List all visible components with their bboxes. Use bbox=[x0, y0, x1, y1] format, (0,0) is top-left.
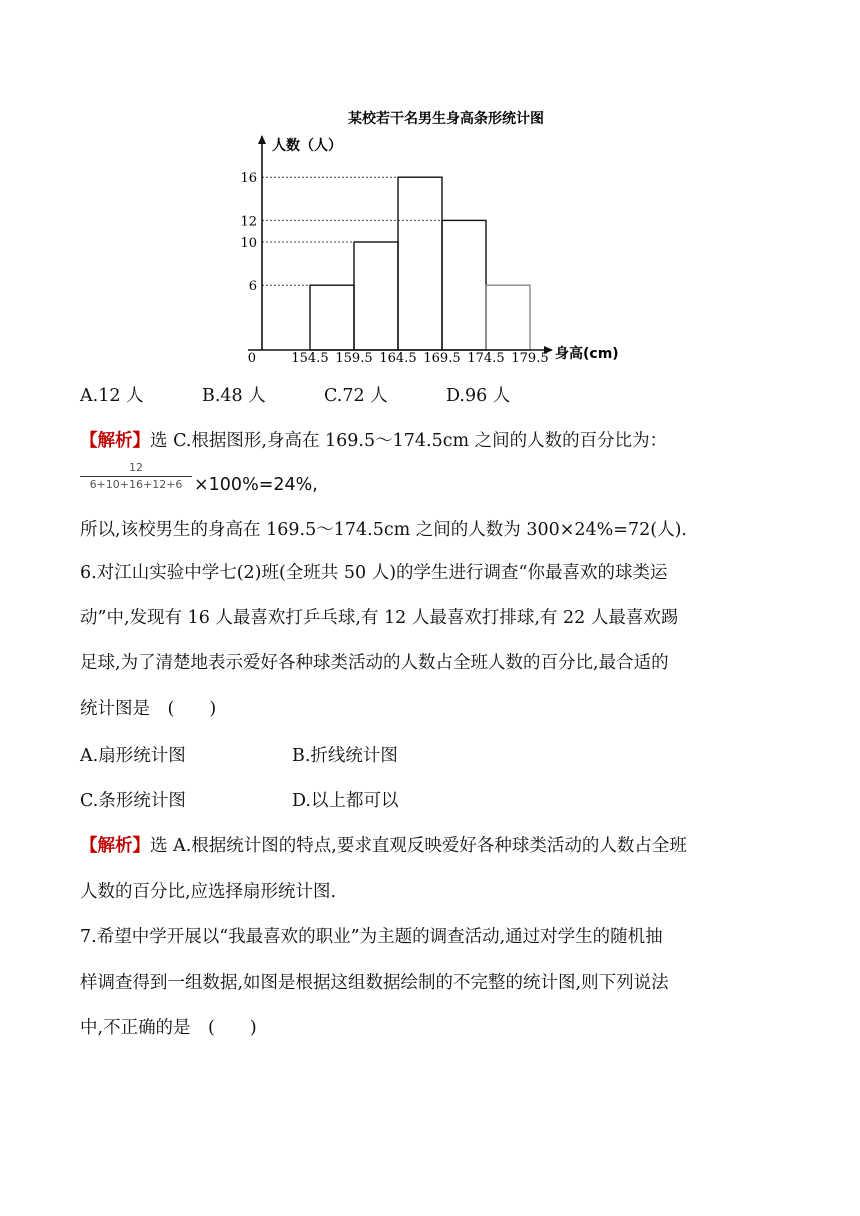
y-tick-label: 16 bbox=[240, 171, 257, 187]
q6-option-c: C.条形统计图 bbox=[80, 791, 186, 811]
q7-stem-line3: 中,不正确的是 ( ) bbox=[80, 1018, 257, 1038]
y-ticks bbox=[240, 171, 257, 294]
q5-solution-line1 bbox=[80, 429, 667, 453]
q5-option-d: D.96 人 bbox=[446, 386, 511, 406]
bars bbox=[310, 177, 530, 350]
q6-option-d: D.以上都可以 bbox=[292, 791, 399, 811]
height-bar-chart bbox=[200, 100, 640, 375]
bar bbox=[398, 177, 442, 350]
bar bbox=[442, 220, 486, 350]
x-axis-label: 身高(cm) bbox=[555, 346, 619, 362]
x-tick-label: 174.5 bbox=[467, 351, 505, 366]
q6-stem-line1: 6.对江山实验中学七(2)班(全班共 50 人)的学生进行调查“你最喜欢的球类运 bbox=[80, 563, 668, 583]
q5-option-c: C.72 人 bbox=[324, 386, 388, 406]
origin-label: 0 bbox=[247, 351, 256, 366]
q6-solution-text: 选 A.根据统计图的特点,要求直观反映爱好各种球类活动的人数占全班 bbox=[150, 836, 687, 856]
x-tick-label: 179.5 bbox=[511, 351, 549, 366]
bar bbox=[354, 242, 398, 350]
q6-solution-line1 bbox=[80, 834, 687, 858]
bar bbox=[486, 285, 530, 350]
q6-option-b: B.折线统计图 bbox=[292, 746, 398, 766]
q5-option-b: B.48 人 bbox=[202, 386, 266, 406]
y-tick-label: 6 bbox=[248, 279, 257, 295]
x-tick-label: 164.5 bbox=[379, 351, 417, 366]
q6-solution-line2: 人数的百分比,应选择扇形统计图. bbox=[80, 882, 337, 902]
y-axis-label: 人数（人） bbox=[272, 138, 342, 154]
q6-stem-line3: 足球,为了清楚地表示爱好各种球类活动的人数占全班人数的百分比,最合适的 bbox=[80, 653, 669, 673]
y-tick-label: 12 bbox=[240, 214, 257, 230]
fraction-denominator: 6+10+16+12+6 bbox=[89, 478, 183, 491]
x-tick-label: 169.5 bbox=[423, 351, 461, 366]
x-tick-label: 159.5 bbox=[335, 351, 373, 366]
q5-option-a: A.12 人 bbox=[80, 386, 144, 406]
q6-solution-tag: 【解析】 bbox=[80, 836, 150, 856]
fraction-bar bbox=[80, 476, 192, 477]
fraction-numerator: 12 bbox=[129, 461, 143, 474]
q7-stem-line1: 7.希望中学开展以“我最喜欢的职业”为主题的调查活动,通过对学生的随机抽 bbox=[80, 927, 663, 947]
q7-stem-line2: 样调查得到一组数据,如图是根据这组数据绘制的不完整的统计图,则下列说法 bbox=[80, 973, 669, 993]
q6-stem-line4: 统计图是 ( ) bbox=[80, 699, 217, 719]
q6-stem-line2: 动”中,发现有 16 人最喜欢打乒乓球,有 12 人最喜欢打排球,有 22 人最喜欢踢 bbox=[80, 608, 679, 628]
q5-solution-line3: 所以,该校男生的身高在 169.5～174.5cm 之间的人数为 300×24%=72(人). bbox=[80, 520, 687, 540]
gridlines bbox=[262, 177, 442, 285]
q5-solution-tag: 【解析】 bbox=[80, 431, 150, 451]
q6-option-a: A.扇形统计图 bbox=[80, 746, 186, 766]
q5-fraction bbox=[80, 462, 192, 491]
q5-solution-text: 选 C.根据图形,身高在 169.5～174.5cm 之间的人数的百分比为： bbox=[150, 431, 668, 451]
x-tick-label: 154.5 bbox=[291, 351, 329, 366]
x-ticks bbox=[291, 351, 548, 366]
y-tick-label: 10 bbox=[240, 236, 257, 251]
bar bbox=[310, 285, 354, 350]
q5-fraction-tail: ×100%=24%, bbox=[194, 475, 318, 495]
chart-title: 某校若干名男生身高条形统计图 bbox=[348, 111, 544, 127]
